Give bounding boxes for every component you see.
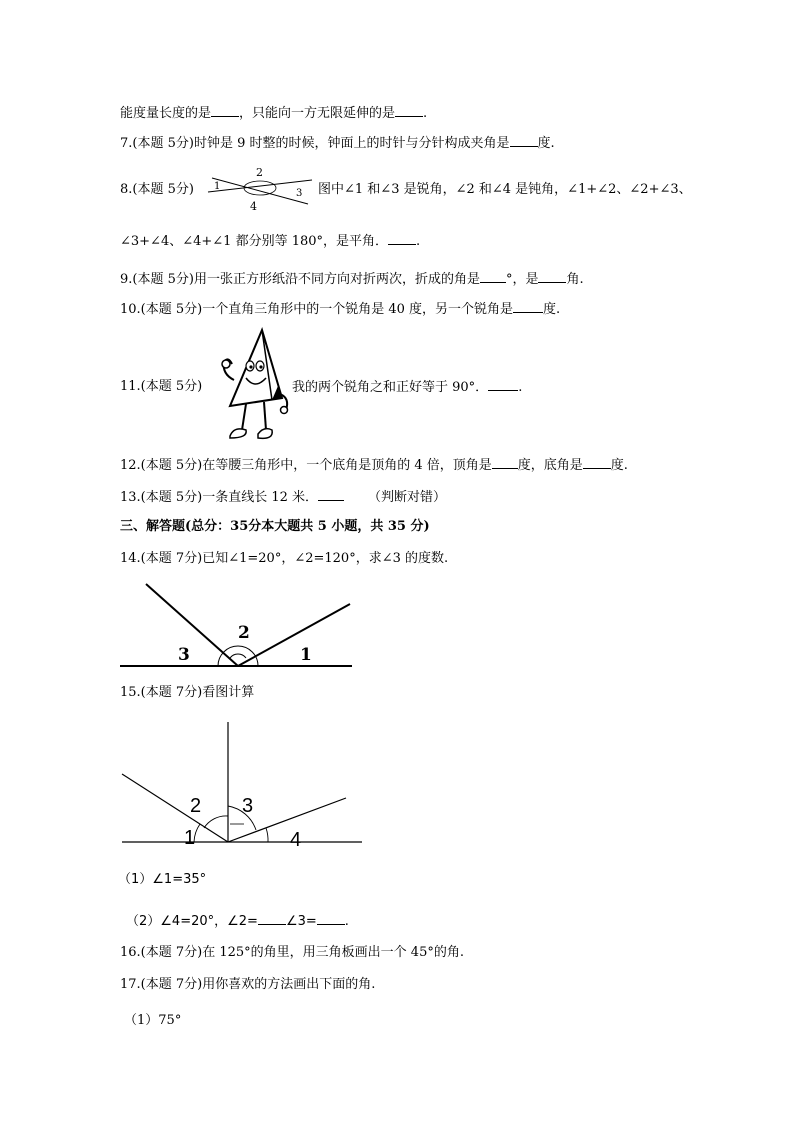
question-15-part-1: （1）∠1=35° — [118, 872, 207, 887]
text: 度. — [543, 302, 561, 317]
text: . — [344, 914, 349, 929]
question-8 — [120, 181, 194, 199]
text: 我的两个锐角之和正好等于 90°． — [292, 380, 489, 395]
intersecting-lines-diagram — [204, 166, 316, 214]
q8-angle-figure — [204, 166, 316, 214]
label-1: 1 — [184, 827, 196, 849]
text: 11.(本题 5分) — [120, 379, 203, 394]
question-8-b — [318, 181, 692, 199]
blank[interactable] — [318, 488, 344, 501]
label-4: 4 — [250, 200, 257, 213]
q14-figure — [118, 580, 358, 670]
text: 角. — [566, 272, 584, 287]
cartoon-triangle-icon — [212, 326, 292, 448]
text: 度. — [610, 458, 628, 473]
question-10 — [120, 300, 560, 319]
line-length-question — [120, 104, 427, 123]
blank[interactable] — [538, 270, 566, 283]
label-3: 3 — [242, 795, 254, 817]
question-7 — [120, 134, 555, 153]
blank[interactable] — [488, 378, 518, 391]
question-13 — [120, 488, 446, 507]
label-2: 2 — [238, 623, 250, 643]
label-1: 1 — [214, 181, 221, 192]
label-4: 4 — [290, 829, 302, 850]
label-1: 1 — [300, 645, 312, 665]
text: 9.(本题 5分)用一张正方形纸沿不同方向对折两次，折成的角是 — [120, 272, 480, 287]
text: （2）∠4=20°，∠2= — [126, 914, 258, 929]
angle-diagram-q15 — [118, 720, 368, 850]
text: ∠3+∠4、∠4+∠1 都分别等 180°，是平角． — [120, 234, 389, 249]
blank[interactable] — [492, 456, 518, 469]
blank[interactable] — [513, 300, 543, 313]
text: 7.(本题 5分)时钟是 9 时整的时候，钟面上的时针与分针构成夹角是 — [120, 136, 510, 151]
blank[interactable] — [211, 104, 239, 117]
question-15: 15.(本题 7分)看图计算 — [120, 685, 255, 700]
question-11-b — [292, 378, 522, 397]
blank[interactable] — [510, 134, 538, 147]
question-16: 16.(本题 7分)在 125°的角里，用三角板画出一个 45°的角. — [120, 945, 464, 960]
text: 度，底角是 — [517, 458, 583, 473]
text: ∠3= — [285, 914, 317, 929]
text: °，是 — [505, 272, 539, 287]
text: 12.(本题 5分)在等腰三角形中，一个底角是顶角的 4 倍，顶角是 — [120, 458, 492, 473]
question-8-c — [120, 232, 420, 251]
question-11 — [120, 378, 202, 396]
text: （判断对错） — [368, 490, 447, 505]
text: 10.(本题 5分)一个直角三角形中的一个锐角是 40 度，另一个锐角是 — [120, 302, 514, 317]
label-2: 2 — [256, 166, 263, 179]
text: . — [416, 234, 421, 249]
label-3: 3 — [178, 645, 190, 665]
text: 13.(本题 5分)一条直线长 12 米． — [120, 490, 319, 505]
section-3-heading: 三、解答题(总分：35分本大题共 5 小题，共 35 分) — [120, 519, 430, 534]
text: ，只能向一方无限延伸的是 — [239, 106, 396, 121]
question-17: 17.(本题 7分)用你喜欢的方法画出下面的角. — [120, 977, 376, 992]
label-2: 2 — [190, 795, 202, 817]
blank[interactable] — [388, 232, 416, 245]
question-15-part-2 — [126, 910, 349, 929]
text: 能度量长度的是 — [120, 106, 212, 121]
text: . — [423, 106, 428, 121]
question-12 — [120, 456, 628, 475]
triangle-cartoon-figure — [212, 326, 292, 448]
blank[interactable] — [258, 912, 286, 925]
question-17-part-1: （1）75° — [124, 1013, 182, 1028]
text: 8.(本题 5分) — [120, 182, 194, 197]
text: 图中∠1 和∠3 是锐角，∠2 和∠4 是钝角，∠1+∠2、∠2+∠3、 — [318, 182, 692, 197]
text: . — [518, 380, 523, 395]
angle-diagram-q14 — [118, 580, 358, 670]
blank[interactable] — [317, 912, 345, 925]
label-3: 3 — [296, 188, 303, 199]
question-14: 14.(本题 7分)已知∠1=20°，∠2=120°，求∠3 的度数. — [120, 551, 449, 566]
text: 度. — [537, 136, 555, 151]
q15-figure — [118, 720, 368, 850]
question-9 — [120, 270, 584, 289]
blank[interactable] — [480, 270, 506, 283]
blank[interactable] — [583, 456, 611, 469]
blank[interactable] — [395, 104, 423, 117]
